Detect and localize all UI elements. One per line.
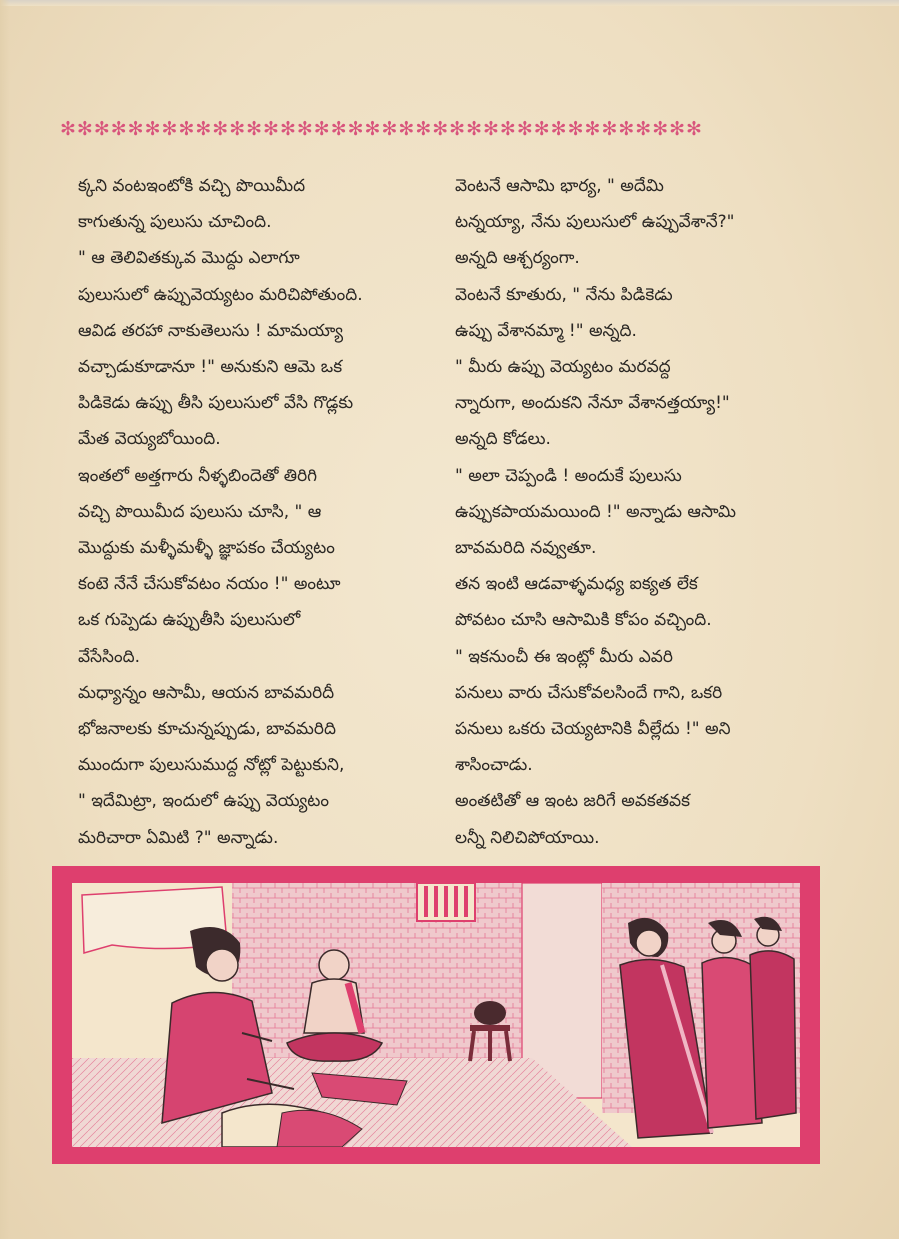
paragraph: వెంటనే కూతురు, " నేను పిడికెడు ఉప్పు వేశానమ్మా !" అన్నది. <box>455 284 673 341</box>
paragraph: అంతటితో ఆ ఇంట జరిగే అవకతవక లన్నీ నిలిచిపోయాయి. <box>455 791 690 848</box>
paragraph: వెంటనే ఆసామి భార్య, " అదేమి టన్నయ్యా, నేను పులుసులో ఉప్పువేశానే?" అన్నది ఆశ్చర్యంగా. <box>455 176 735 269</box>
story-illustration <box>52 866 820 1164</box>
paragraph: " ఇకనుంచీ ఈ ఇంట్లో మీరు ఎవరి పనులు వారు చేసుకోవలసిందే గాని, ఒకరి పనులు ఒకరు చెయ్యటానికి వీల్లేదు !" అని శాసించాడు. <box>455 646 731 776</box>
paragraph: " అలా చెప్పండి ! అందుకే పులుసు ఉప్పుకపాయమయింది !" అన్నాడు ఆసామి బావమరిది నవ్వుతూ. <box>455 465 736 559</box>
paragraph: క్కని వంటఇంటోకి వచ్చి పొయిమీద కాగుతున్న పులుసు చూచింది. <box>78 176 306 233</box>
paragraph: మధ్యాన్నం ఆసామీ, ఆయన బావమరిదీ భోజనాలకు కూచున్నప్పుడు, బావమరిది ముందుగా పులుసుముద్ద నోట్లో పెట్టుకుని, " ఇదేమిట్రా, ఇందులో ఉప్పు వెయ్యటం మరిచారా ఏమిటి ?" అన్నాడు. <box>78 682 345 848</box>
paragraph: " మీరు ఉప్పు వెయ్యటం మరవద్ద న్నారుగా, అందుకని నేనూ వేశానత్తయ్యా!" అన్నది కోడలు. <box>455 357 730 450</box>
illustration-drawing <box>72 883 800 1147</box>
left-text-column <box>78 168 458 856</box>
page-top-edge <box>0 0 899 6</box>
paragraph: తన ఇంటి ఆడవాళ్ళమధ్య ఐక్యత లేక పోవటం చూసి ఆసామికి కోపం వచ్చింది. <box>455 574 712 631</box>
decorative-star-border: ✻✻✻✻✻✻✻✻✻✻✻✻✻✻✻✻✻✻✻✻✻✻✻✻✻✻✻✻✻✻✻✻✻✻✻✻✻✻ <box>60 118 703 140</box>
paragraph: " ఆ తెలివితక్కువ మొద్దు ఎలాగూ పులుసులో ఉప్పువెయ్యటం మరిచిపోతుంది. ఆవిడ తరహా నాకుతెలుసు ! మామయ్యా వచ్చాడుకూడానూ !" అనుకుని ఆమె ఒక పిడికెడు ఉప్పు తీసి పులుసులో వేసి గొడ్లకు మేత వెయ్యబోయింది. <box>78 248 363 450</box>
right-text-column <box>455 168 835 856</box>
paragraph: ఇంతలో అత్తగారు నీళ్ళబిందెతో తిరిగి వచ్చి పొయిమీద పులుసు చూసి, " ఆ మొద్దుకు మళ్ళీమళ్ళీ జ్ఞాపకం చేయ్యటం కంటె నేనే చేసుకోవటం నయం !" అంటూ ఒక గుప్పెడు ఉప్పుతీసి పులుసులో వేసేసింది. <box>78 465 341 667</box>
page-left-edge <box>0 0 10 1239</box>
